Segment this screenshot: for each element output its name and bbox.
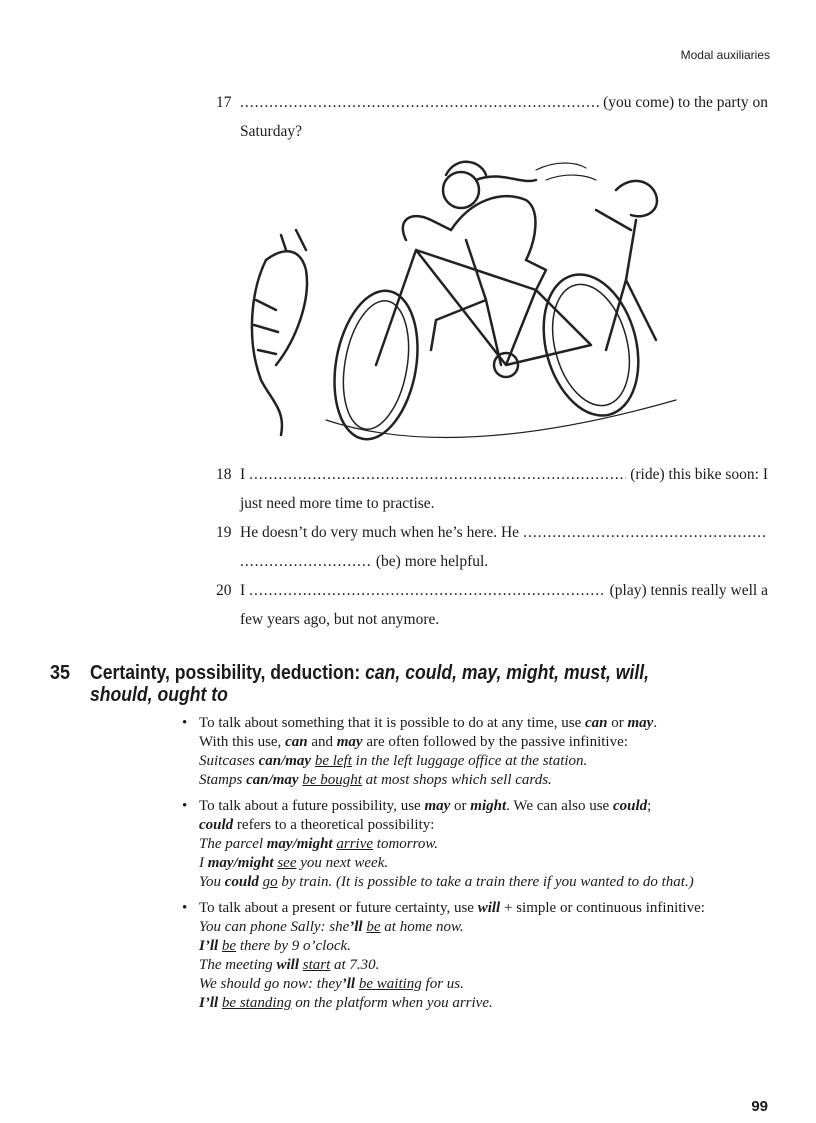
bullet-possible-any-time: • To talk about something that it is possible to do at any time, use can or may. With this use, can and may are often followed by the passive infinitive: Suitcases can/may be left in the left luggage office at the station. Stamps can/may be bought at most shops which sell cards. <box>182 714 772 790</box>
explanation-list <box>182 714 772 1020</box>
exercise-number: 18 <box>216 466 232 483</box>
example-sentence: Stamps can/may be bought at most shops which sell cards. <box>199 772 552 788</box>
exercise-17 <box>216 88 768 146</box>
exercise-number: 20 <box>216 582 232 599</box>
running-header: Modal auxiliaries <box>680 48 770 62</box>
section-title-modals-1: can, could, may, might, must, will, <box>365 662 650 684</box>
page-number: 99 <box>751 1098 768 1115</box>
exercise-prompt: (you come) to the party on <box>603 94 768 111</box>
exercise-continuation: just need more time to practise. <box>240 495 435 512</box>
section-number: 35 <box>50 662 71 684</box>
bullet-dot-icon: • <box>182 798 188 814</box>
exercise-lead: I <box>240 582 246 599</box>
example-sentence: You can phone Sally: she’ll be at home now. <box>199 919 464 935</box>
bullet-future-possibility: • To talk about a future possibility, use may or might. We can also use could; could refers to a theoretical possibility: The parcel may/might arrive tomorrow. I may/might see you next week. You could go by train. (It is possible to take a train there if you wanted to do that.) <box>182 797 772 892</box>
exercise-20 <box>216 576 768 634</box>
exercise-continuation: few years ago, but not anymore. <box>240 611 440 628</box>
exercise-prompt: (be) more helpful. <box>375 553 489 570</box>
exercise-lead: I <box>240 466 246 483</box>
section-title-plain: Certainty, possibility, deduction: <box>90 662 366 684</box>
example-sentence: Suitcases can/may be left in the left luggage office at the station. <box>199 753 588 769</box>
exercise-number: 17 <box>216 94 232 111</box>
bullet-dot-icon: • <box>182 900 188 916</box>
bicycle-illustration <box>236 150 686 450</box>
example-sentence: I’ll be there by 9 o’clock. <box>199 938 351 954</box>
exercise-18 <box>216 460 768 518</box>
exercise-continuation: Saturday? <box>240 123 302 140</box>
example-sentence: We should go now: they’ll be waiting for us. <box>199 976 464 992</box>
exercise-lead: He doesn’t do very much when he’s here. He <box>240 524 520 541</box>
exercise-number: 19 <box>216 524 232 541</box>
answer-blank[interactable] <box>249 576 605 605</box>
example-sentence: I’ll be standing on the platform when you arrive. <box>199 995 493 1011</box>
example-sentence: I may/might see you next week. <box>199 855 389 871</box>
answer-blank[interactable] <box>240 88 599 117</box>
bullet-certainty: • To talk about a present or future certainty, use will + simple or continuous infinitive: You can phone Sally: she’ll be at home now. I’ll be there by 9 o’clock. The meeting will start at 7.30. We should go now: they’ll be waiting for us. I’ll be standing on the platform when you arrive. <box>182 899 772 1013</box>
bullet-dot-icon: • <box>182 715 188 731</box>
exercise-19 <box>216 518 768 576</box>
answer-blank-continued[interactable] <box>240 547 372 576</box>
answer-blank[interactable] <box>249 460 626 489</box>
section-title-modals-2: should, ought to <box>90 684 228 706</box>
answer-blank[interactable] <box>523 518 768 547</box>
example-sentence: The parcel may/might arrive tomorrow. <box>199 836 439 852</box>
exercise-prompt: (ride) this bike soon: I <box>630 466 768 483</box>
example-sentence: The meeting will start at 7.30. <box>199 957 380 973</box>
section-title <box>90 662 671 706</box>
exercise-prompt: (play) tennis really well a <box>609 582 768 599</box>
example-sentence: You could go by train. (It is possible to take a train there if you wanted to do that.) <box>199 874 694 890</box>
